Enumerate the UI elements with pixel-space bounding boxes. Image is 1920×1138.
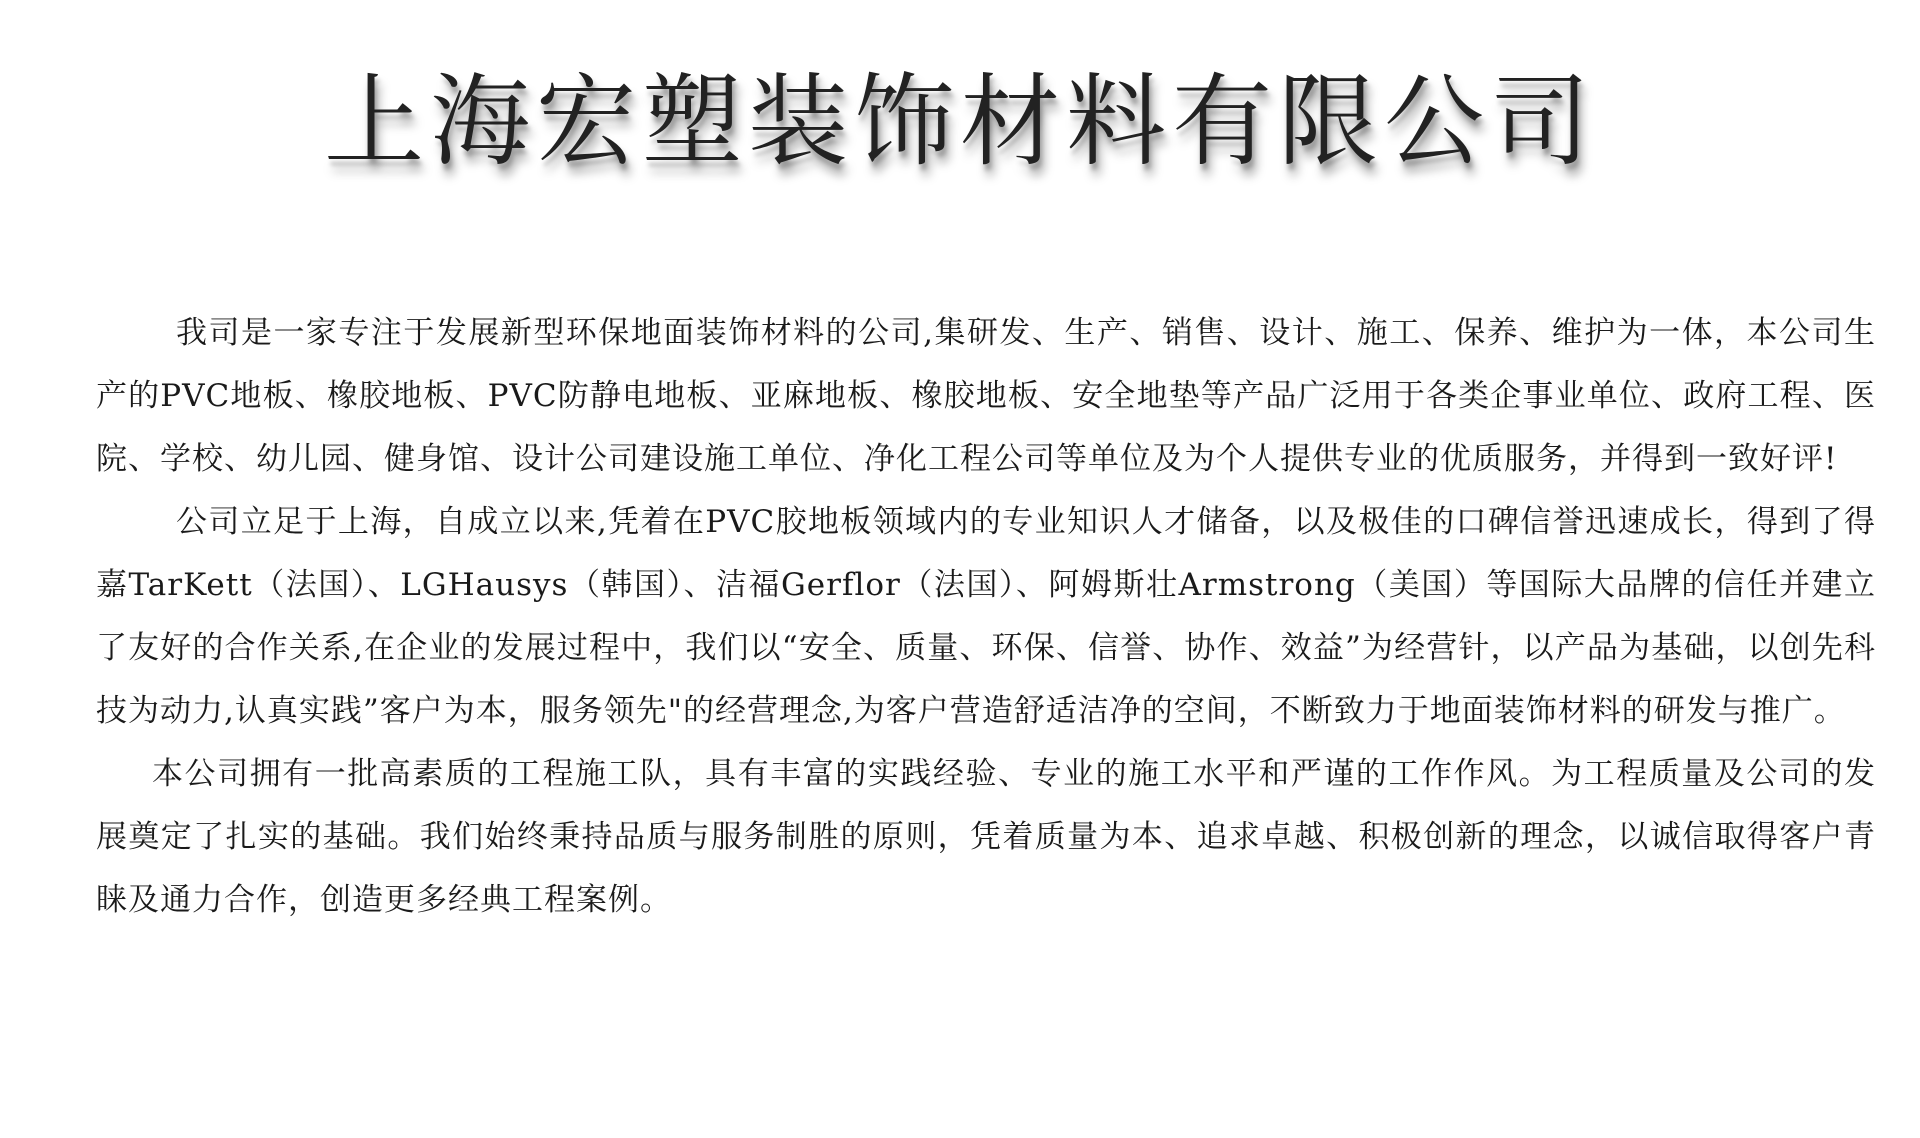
paragraph-team: 本公司拥有一批高素质的工程施工队，具有丰富的实践经验、专业的施工水平和严谨的工作作风。为工程质量及公司的发展奠定了扎实的基础。我们始终秉持品质与服务制胜的原则，凭着质量为本、追求卓越、积极创新的理念，以诚信取得客户青睐及通力合作，创造更多经典工程案例。 [96, 756, 1876, 918]
company-description [96, 302, 1876, 932]
paragraph-intro: 我司是一家专注于发展新型环保地面装饰材料的公司,集研发、生产、销售、设计、施工、保养、维护为一体，本公司生产的PVC地板、橡胶地板、PVC防静电地板、亚麻地板、橡胶地板、安全地垫等产品广泛用于各类企事业单位、政府工程、医院、学校、幼儿园、健身馆、设计公司建设施工单位、净化工程公司等单位及为个人提供专业的优质服务，并得到一致好评! [96, 315, 1876, 477]
paragraph-history: 公司立足于上海，自成立以来,凭着在PVC胶地板领域内的专业知识人才储备，以及极佳的口碑信誉迅速成长，得到了得嘉TarKett（法国）、LGHausys（韩国）、洁福Gerflor（法国）、阿姆斯壮Armstrong（美国）等国际大品牌的信任并建立了友好的合作关系,在企业的发展过程中，我们以“安全、质量、环保、信誉、协作、效益”为经营针，以产品为基础，以创先科技为动力,认真实践”客户为本，服务领先"的经营理念,为客户营造舒适洁净的空间，不断致力于地面装饰材料的研发与推广。 [96, 504, 1876, 729]
company-title: 上海宏塑装饰材料有限公司 [324, 63, 1596, 180]
